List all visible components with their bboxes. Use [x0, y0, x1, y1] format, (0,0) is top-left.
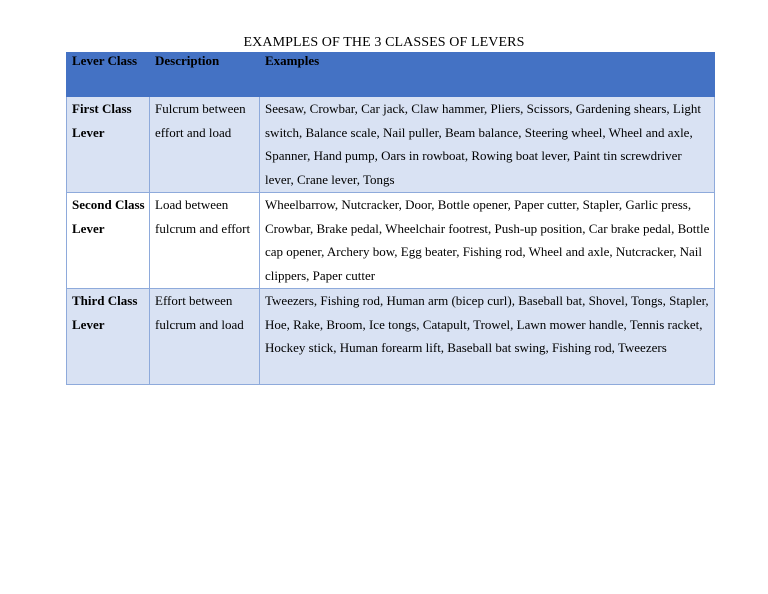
levers-table — [66, 52, 715, 385]
lever-class-cell: First Class Lever — [67, 97, 150, 193]
examples-cell: Seesaw, Crowbar, Car jack, Claw hammer, Pliers, Scissors, Gardening shears, Light switch, Balance scale, Nail puller, Beam balance, Steering wheel, Wheel and axle, Spanner, Hand pump, Oars in rowboat, Rowing boat lever, Paint tin screwdriver lever, Crane lever, Tongs — [260, 97, 715, 193]
lever-class-cell: Third Class Lever — [67, 289, 150, 385]
examples-cell: Wheelbarrow, Nutcracker, Door, Bottle opener, Paper cutter, Stapler, Garlic press, Crowbar, Brake pedal, Wheelchair footrest, Push-up position, Car brake pedal, Bottle cap opener, Archery bow, Egg beater, Fishing rod, Wheel and axle, Nutcracker, Nail clippers, Paper cutter — [260, 193, 715, 289]
header-examples: Examples — [260, 53, 715, 97]
examples-cell: Tweezers, Fishing rod, Human arm (bicep curl), Baseball bat, Shovel, Tongs, Stapler, Hoe, Rake, Broom, Ice tongs, Catapult, Trowel, Lawn mower handle, Tennis racket, Hockey stick, Human forearm lift, Baseball bat swing, Fishing rod, Tweezers — [260, 289, 715, 385]
description-cell: Load between fulcrum and effort — [150, 193, 260, 289]
header-description: Description — [150, 53, 260, 97]
header-lever-class: Lever Class — [67, 53, 150, 97]
table-row-third-class — [67, 289, 715, 385]
table-header-row — [67, 53, 715, 97]
document-title: EXAMPLES OF THE 3 CLASSES OF LEVERS — [243, 35, 525, 50]
lever-class-cell: Second Class Lever — [67, 193, 150, 289]
description-cell: Fulcrum between effort and load — [150, 97, 260, 193]
table-row-first-class — [67, 97, 715, 193]
table-row-second-class — [67, 193, 715, 289]
description-cell: Effort between fulcrum and load — [150, 289, 260, 385]
